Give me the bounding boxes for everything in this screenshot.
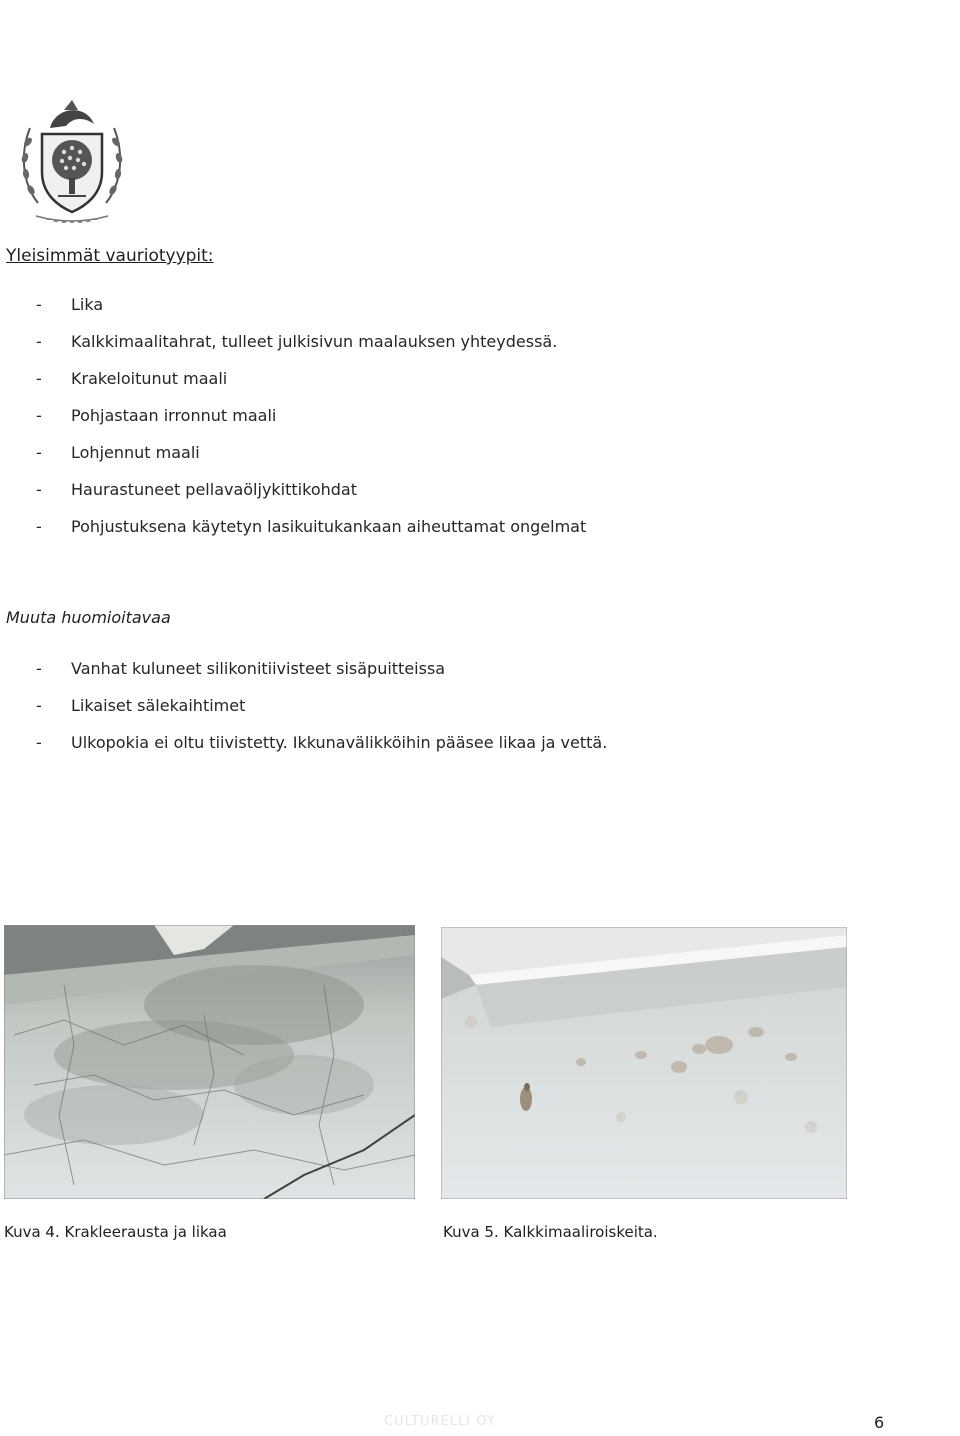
page-number: 6: [874, 1413, 885, 1432]
list-item: - Pohjustuksena käytetyn lasikuitukankaan aiheuttamat ongelmat: [36, 516, 586, 553]
list-item: - Krakeloitunut maali: [36, 368, 586, 405]
other-notes-list: [36, 658, 607, 769]
photo-cracked-paint: [4, 925, 415, 1199]
list-item: - Ulkopokia ei oltu tiivistetty. Ikkunavälikköihin pääsee likaa ja vettä.: [36, 732, 607, 769]
list-item: - Likaiset sälekaihtimet: [36, 695, 607, 732]
list-item: - Vanhat kuluneet silikonitiivisteet sisäpuitteissa: [36, 658, 607, 695]
other-notes-heading: Muuta huomioitavaa: [6, 608, 171, 627]
photo-lime-paint-splatter: [441, 927, 847, 1199]
section-heading: Yleisimmät vauriotyypit:: [6, 246, 214, 266]
footer-brand: CULTURELLI OY: [384, 1414, 496, 1429]
list-item: - Lika: [36, 294, 586, 331]
list-item: - Pohjastaan irronnut maali: [36, 405, 586, 442]
photo-5-caption: Kuva 5. Kalkkimaaliroiskeita.: [443, 1223, 658, 1241]
list-item: - Haurastuneet pellavaöljykittikohdat: [36, 479, 586, 516]
damage-types-list: [36, 294, 586, 553]
list-item: - Lohjennut maali: [36, 442, 586, 479]
photo-4-caption: Kuva 4. Krakleerausta ja likaa: [4, 1223, 227, 1241]
list-item: - Kalkkimaalitahrat, tulleet julkisivun maalauksen yhteydessä.: [36, 331, 586, 368]
coat-of-arms-icon: [16, 98, 128, 234]
